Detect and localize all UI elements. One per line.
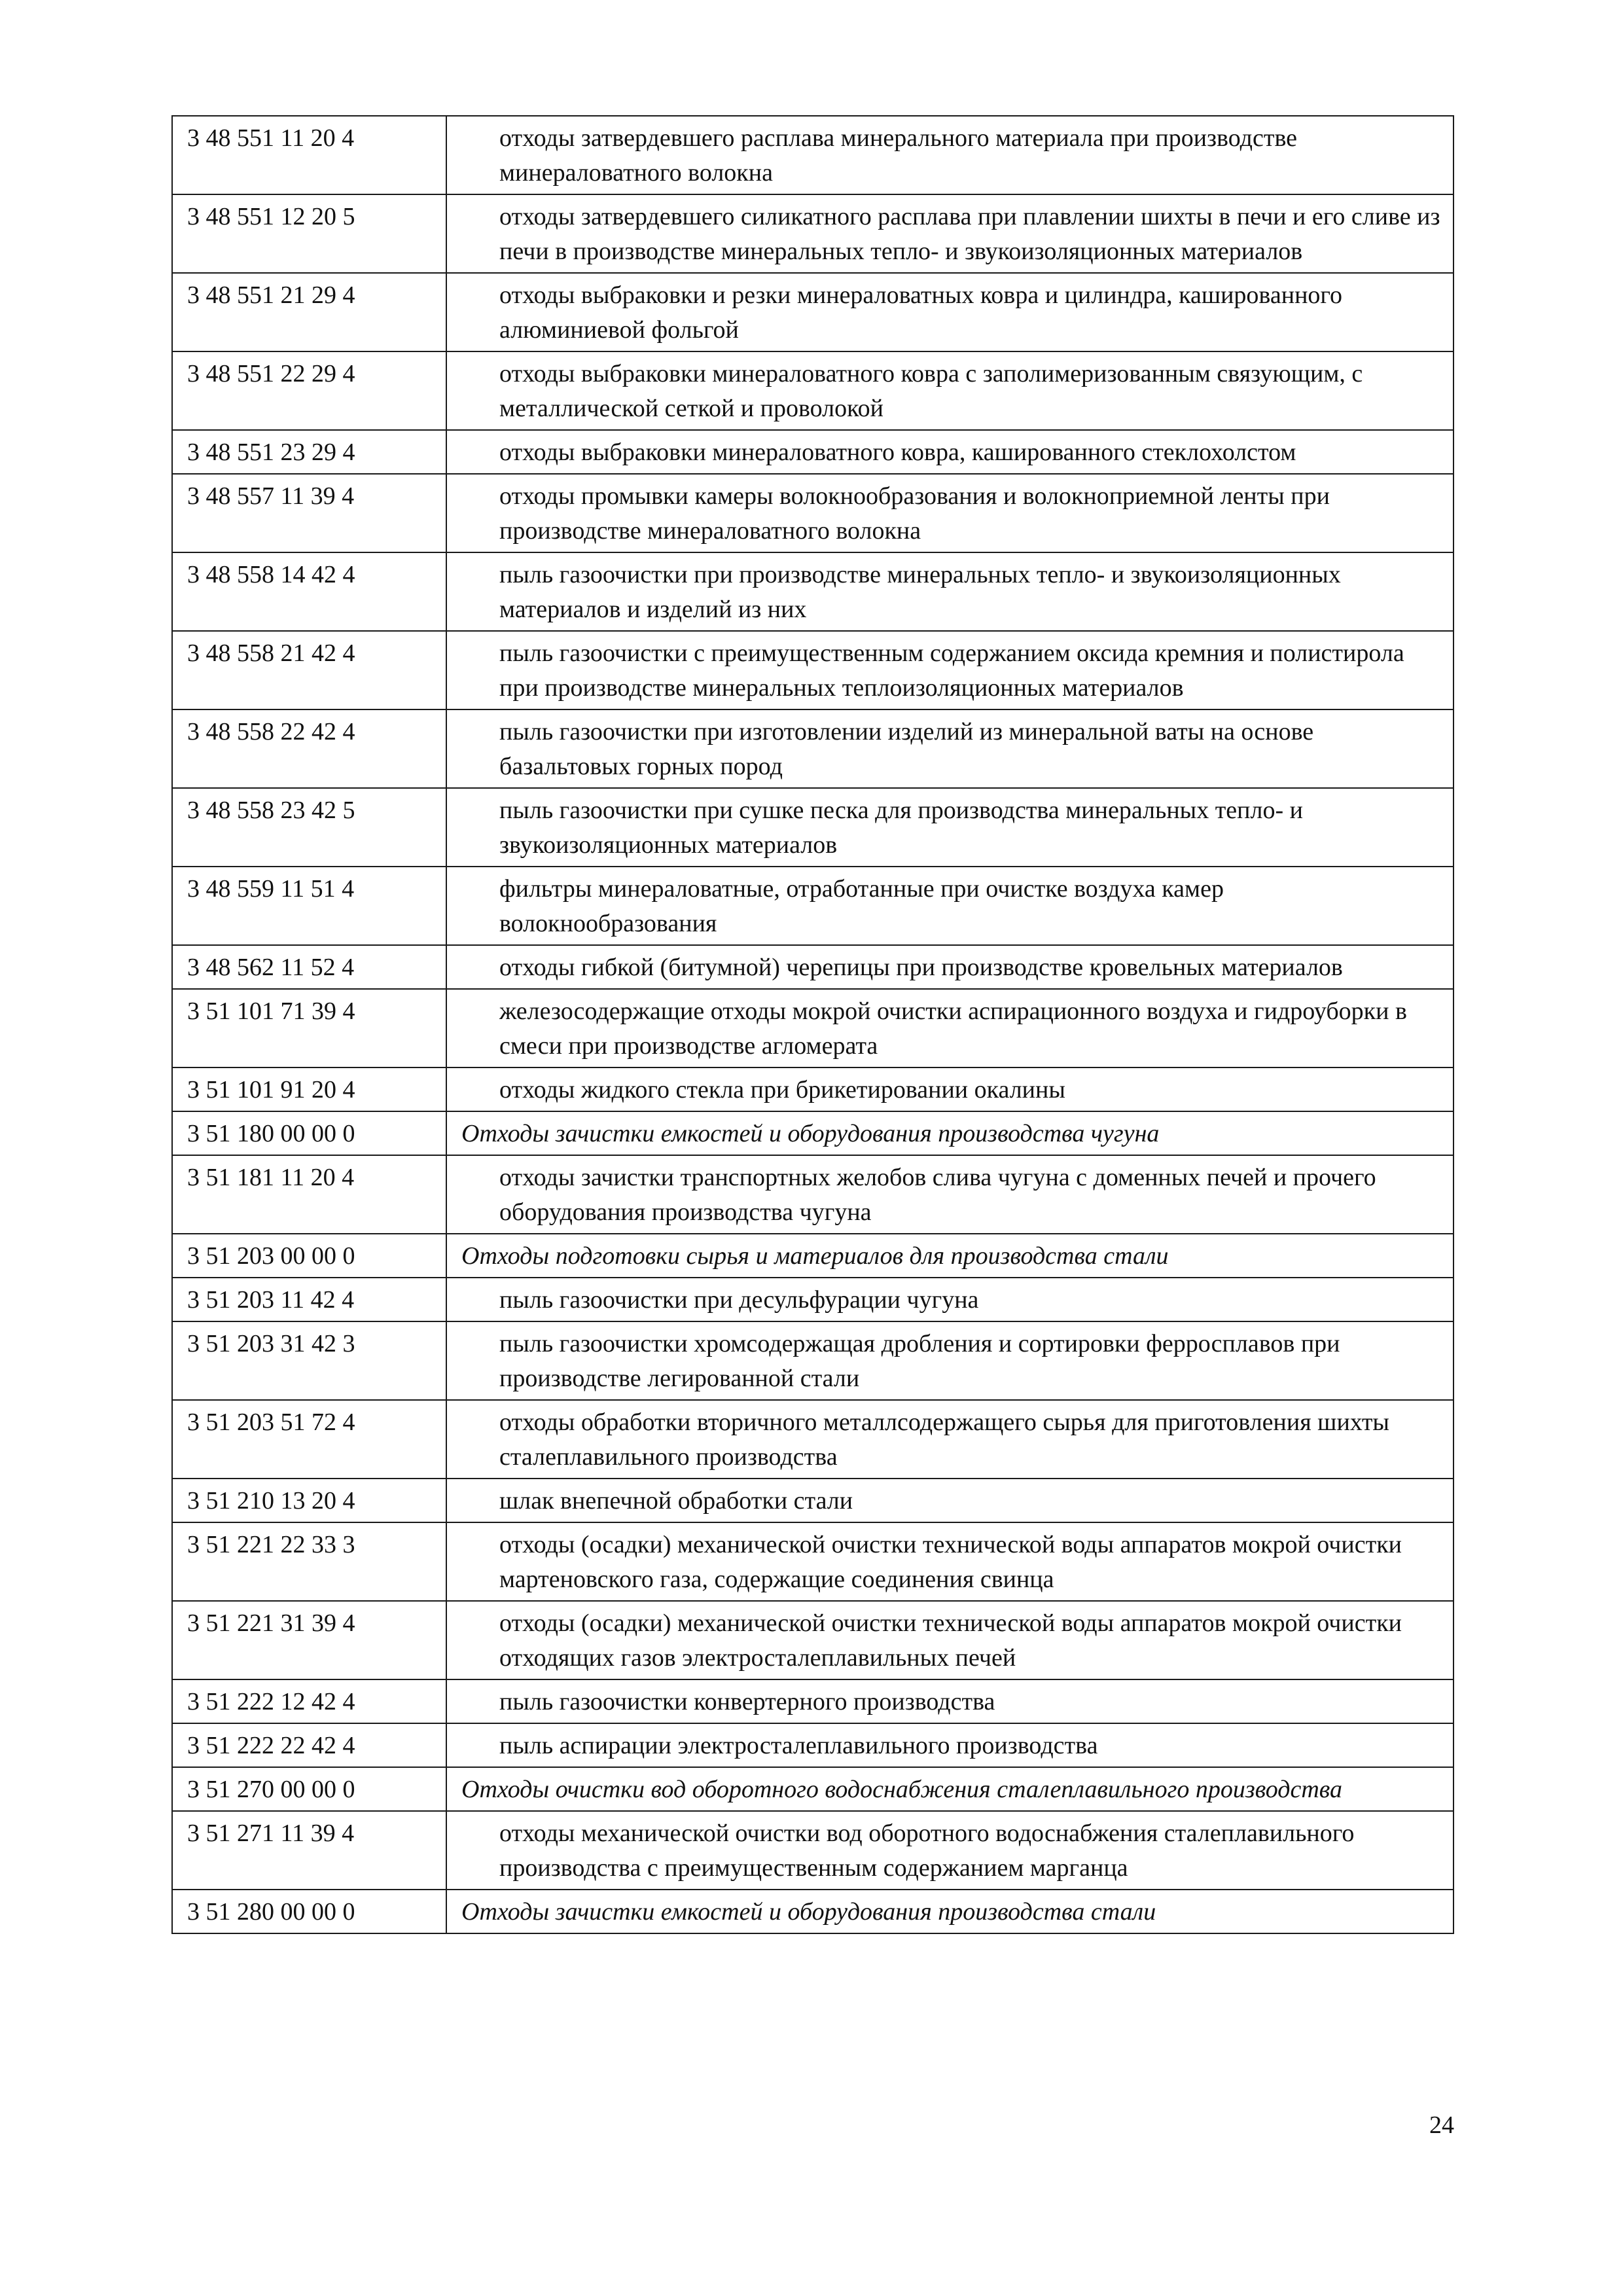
- table-row: [172, 1067, 1454, 1111]
- table-row: [172, 1811, 1454, 1890]
- waste-description-cell: пыль газоочистки хромсодержащая дробления и сортировки ферросплавов при производстве легированной стали: [446, 1321, 1454, 1400]
- waste-description-cell: отходы выбраковки минераловатного ковра с заполимеризованным связующим, с металлической сеткой и проволокой: [446, 351, 1454, 430]
- waste-code-cell: 3 48 551 22 29 4: [172, 351, 446, 430]
- table-row: [172, 194, 1454, 273]
- table-row: [172, 867, 1454, 945]
- waste-code-cell: 3 51 101 91 20 4: [172, 1067, 446, 1111]
- table-row: [172, 1522, 1454, 1601]
- waste-code-cell: 3 51 222 22 42 4: [172, 1723, 446, 1767]
- waste-code-cell: 3 51 280 00 00 0: [172, 1890, 446, 1933]
- category-title-cell: Отходы зачистки емкостей и оборудования производства стали: [446, 1890, 1454, 1933]
- waste-code-cell: 3 51 203 51 72 4: [172, 1400, 446, 1479]
- waste-code-cell: 3 51 101 71 39 4: [172, 989, 446, 1067]
- waste-description-cell: пыль газоочистки при изготовлении изделий из минеральной ваты на основе базальтовых горных пород: [446, 709, 1454, 788]
- waste-code-cell: 3 51 221 22 33 3: [172, 1522, 446, 1601]
- waste-description-cell: пыль газоочистки при производстве минеральных тепло- и звукоизоляционных материалов и изделий из них: [446, 552, 1454, 631]
- waste-description-cell: отходы механической очистки вод оборотного водоснабжения сталеплавильного производства с преимущественным содержанием марганца: [446, 1811, 1454, 1890]
- table-row: [172, 1278, 1454, 1321]
- waste-description-cell: отходы выбраковки и резки минераловатных ковра и цилиндра, кашированного алюминиевой фольгой: [446, 273, 1454, 351]
- waste-description-cell: пыль газоочистки конвертерного производства: [446, 1679, 1454, 1723]
- category-title-cell: Отходы зачистки емкостей и оборудования производства чугуна: [446, 1111, 1454, 1155]
- table-row: [172, 1723, 1454, 1767]
- waste-description-cell: отходы зачистки транспортных желобов слива чугуна с доменных печей и прочего оборудования производства чугуна: [446, 1155, 1454, 1234]
- waste-description-cell: отходы затвердевшего расплава минерального материала при производстве минераловатного волокна: [446, 116, 1454, 194]
- waste-description-cell: отходы гибкой (битумной) черепицы при производстве кровельных материалов: [446, 945, 1454, 989]
- category-row: [172, 1234, 1454, 1278]
- waste-description-cell: фильтры минераловатные, отработанные при очистке воздуха камер волокнообразования: [446, 867, 1454, 945]
- table-row: [172, 945, 1454, 989]
- waste-code-cell: 3 48 551 12 20 5: [172, 194, 446, 273]
- waste-description-cell: отходы жидкого стекла при брикетировании окалины: [446, 1067, 1454, 1111]
- waste-description-cell: отходы промывки камеры волокнообразования и волокноприемной ленты при производстве минераловатного волокна: [446, 474, 1454, 552]
- table-row: [172, 631, 1454, 709]
- category-title-cell: Отходы подготовки сырья и материалов для производства стали: [446, 1234, 1454, 1278]
- table-row: [172, 1400, 1454, 1479]
- waste-code-cell: 3 48 559 11 51 4: [172, 867, 446, 945]
- page-number: 24: [1429, 2111, 1454, 2139]
- waste-description-cell: отходы затвердевшего силикатного расплава при плавлении шихты в печи и его сливе из печи в производстве минеральных тепло- и звукоизоляционных материалов: [446, 194, 1454, 273]
- category-row: [172, 1111, 1454, 1155]
- table-row: [172, 474, 1454, 552]
- waste-code-cell: 3 51 210 13 20 4: [172, 1479, 446, 1522]
- table-row: [172, 1601, 1454, 1679]
- waste-description-cell: отходы (осадки) механической очистки технической воды аппаратов мокрой очистки мартеновского газа, содержащие соединения свинца: [446, 1522, 1454, 1601]
- table-row: [172, 1479, 1454, 1522]
- table-row: [172, 1155, 1454, 1234]
- waste-description-cell: пыль газоочистки при сушке песка для производства минеральных тепло- и звукоизоляционных материалов: [446, 788, 1454, 867]
- table-body: [172, 116, 1454, 1933]
- table-row: [172, 116, 1454, 194]
- waste-description-cell: отходы (осадки) механической очистки технической воды аппаратов мокрой очистки отходящих газов электросталеплавильных печей: [446, 1601, 1454, 1679]
- waste-code-cell: 3 51 180 00 00 0: [172, 1111, 446, 1155]
- waste-description-cell: отходы обработки вторичного металлсодержащего сырья для приготовления шихты сталеплавильного производства: [446, 1400, 1454, 1479]
- table-row: [172, 1679, 1454, 1723]
- waste-code-cell: 3 51 270 00 00 0: [172, 1767, 446, 1811]
- waste-code-cell: 3 51 271 11 39 4: [172, 1811, 446, 1890]
- waste-code-cell: 3 48 558 21 42 4: [172, 631, 446, 709]
- waste-code-cell: 3 51 203 31 42 3: [172, 1321, 446, 1400]
- waste-description-cell: железосодержащие отходы мокрой очистки аспирационного воздуха и гидроуборки в смеси при производстве агломерата: [446, 989, 1454, 1067]
- table-row: [172, 273, 1454, 351]
- table-row: [172, 709, 1454, 788]
- waste-code-cell: 3 51 222 12 42 4: [172, 1679, 446, 1723]
- waste-description-cell: пыль газоочистки с преимущественным содержанием оксида кремния и полистирола при производстве минеральных теплоизоляционных материалов: [446, 631, 1454, 709]
- category-row: [172, 1890, 1454, 1933]
- waste-code-cell: 3 48 558 23 42 5: [172, 788, 446, 867]
- table-row: [172, 552, 1454, 631]
- table-row: [172, 351, 1454, 430]
- table-row: [172, 989, 1454, 1067]
- waste-code-cell: 3 48 562 11 52 4: [172, 945, 446, 989]
- category-row: [172, 1767, 1454, 1811]
- waste-code-cell: 3 51 181 11 20 4: [172, 1155, 446, 1234]
- waste-classification-table: [171, 115, 1454, 1934]
- waste-description-cell: отходы выбраковки минераловатного ковра, кашированного стеклохолстом: [446, 430, 1454, 474]
- waste-code-cell: 3 48 557 11 39 4: [172, 474, 446, 552]
- table-row: [172, 788, 1454, 867]
- waste-code-cell: 3 48 558 14 42 4: [172, 552, 446, 631]
- waste-description-cell: пыль газоочистки при десульфурации чугуна: [446, 1278, 1454, 1321]
- waste-code-cell: 3 51 221 31 39 4: [172, 1601, 446, 1679]
- waste-description-cell: шлак внепечной обработки стали: [446, 1479, 1454, 1522]
- waste-code-cell: 3 48 551 23 29 4: [172, 430, 446, 474]
- table-row: [172, 430, 1454, 474]
- waste-description-cell: пыль аспирации электросталеплавильного производства: [446, 1723, 1454, 1767]
- waste-code-cell: 3 51 203 11 42 4: [172, 1278, 446, 1321]
- table-row: [172, 1321, 1454, 1400]
- waste-code-cell: 3 51 203 00 00 0: [172, 1234, 446, 1278]
- waste-code-cell: 3 48 551 11 20 4: [172, 116, 446, 194]
- waste-code-cell: 3 48 551 21 29 4: [172, 273, 446, 351]
- category-title-cell: Отходы очистки вод оборотного водоснабжения сталеплавильного производства: [446, 1767, 1454, 1811]
- waste-code-cell: 3 48 558 22 42 4: [172, 709, 446, 788]
